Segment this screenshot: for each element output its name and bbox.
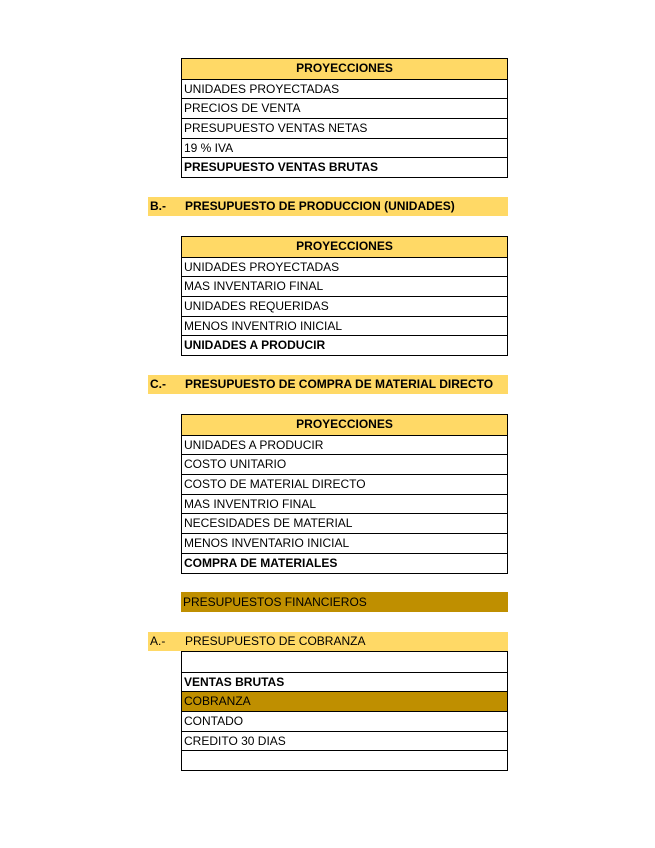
table-row: PRECIOS DE VENTA [182, 98, 507, 118]
financial-budgets-banner: PRESUPUESTOS FINANCIEROS [181, 592, 508, 612]
table-row: COSTO UNITARIO [182, 454, 507, 474]
section-title: PRESUPUESTO DE PRODUCCION (UNIDADES) [185, 199, 455, 213]
table-row: UNIDADES PROYECTADAS [182, 257, 507, 277]
table-row: VENTAS BRUTAS [182, 672, 507, 692]
table-row-total: COMPRA DE MATERIALES [182, 553, 507, 573]
table-row: MAS INVENTRIO FINAL [182, 494, 507, 514]
compra-material-table [181, 414, 508, 574]
table-row: UNIDADES PROYECTADAS [182, 79, 507, 99]
table-row: COSTO DE MATERIAL DIRECTO [182, 474, 507, 494]
produccion-projection-table [181, 236, 508, 356]
ventas-projection-table [181, 58, 508, 178]
section-b-heading [148, 197, 508, 216]
table-row-total: UNIDADES A PRODUCIR [182, 335, 507, 355]
table-row: MAS INVENTARIO FINAL [182, 276, 507, 296]
section-label: B.- [150, 199, 166, 213]
table-row: CREDITO 30 DIAS [182, 731, 507, 751]
table-row: PRESUPUESTO VENTAS NETAS [182, 118, 507, 138]
section-label: A.- [150, 634, 166, 648]
table-header: PROYECCIONES [182, 415, 507, 435]
table-row: MENOS INVENTARIO INICIAL [182, 533, 507, 553]
cobranza-table [181, 651, 508, 771]
table-row: UNIDADES REQUERIDAS [182, 296, 507, 316]
table-row: MENOS INVENTRIO INICIAL [182, 316, 507, 336]
table-header: PROYECCIONES [182, 59, 507, 79]
table-header: PROYECCIONES [182, 237, 507, 257]
section-label: C.- [150, 377, 166, 391]
section-c-heading [148, 375, 508, 394]
table-row: UNIDADES A PRODUCIR [182, 435, 507, 455]
section-title: PRESUPUESTO DE COBRANZA [185, 634, 366, 648]
table-row: NECESIDADES DE MATERIAL [182, 513, 507, 533]
section-a-heading [148, 632, 508, 651]
table-row-empty [182, 750, 507, 770]
table-row: CONTADO [182, 711, 507, 731]
table-row-total: PRESUPUESTO VENTAS BRUTAS [182, 157, 507, 177]
section-title: PRESUPUESTO DE COMPRA DE MATERIAL DIRECTO [185, 377, 494, 391]
table-row-highlight: COBRANZA [182, 691, 507, 711]
table-row-empty [182, 652, 507, 672]
table-row: 19 % IVA [182, 138, 507, 158]
